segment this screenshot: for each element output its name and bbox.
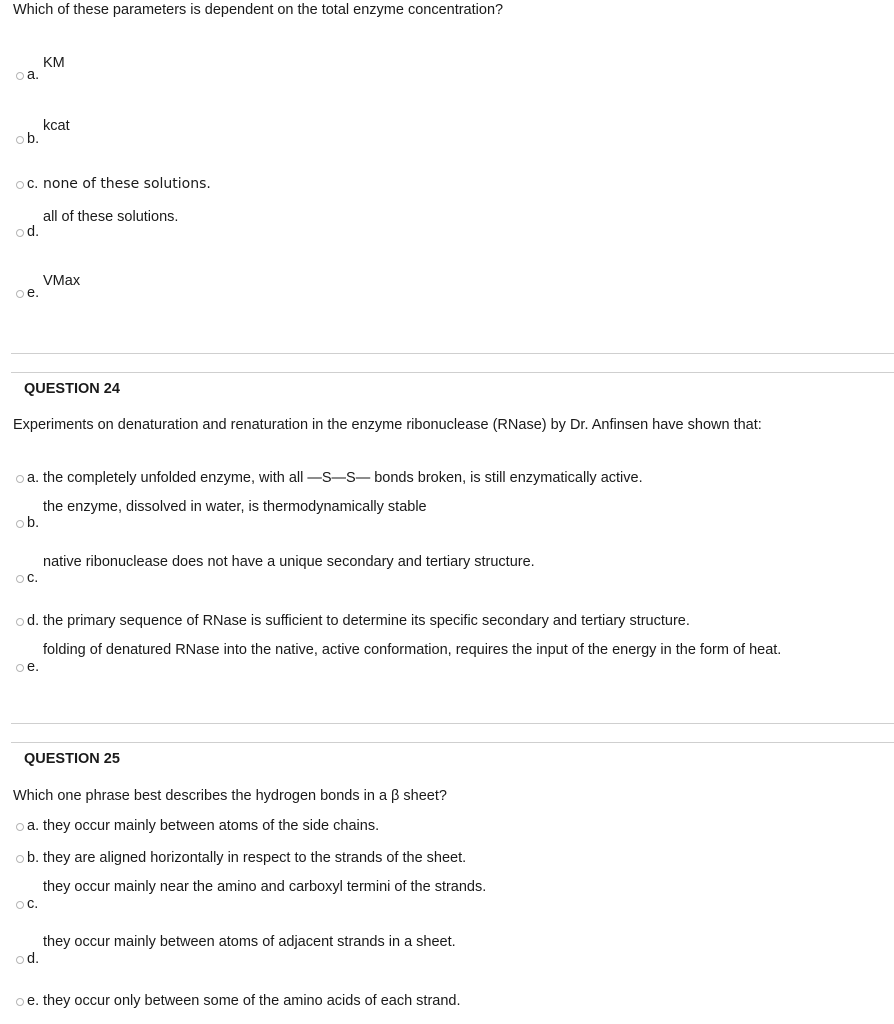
option-text: they are aligned horizontally in respect to the strands of the sheet. — [43, 850, 467, 866]
option-letter: a. — [27, 67, 40, 83]
radio-q24-d[interactable] — [16, 618, 24, 626]
radio-q25-e[interactable] — [16, 998, 24, 1006]
option-letter: b. — [27, 515, 40, 531]
option-text: they occur mainly near the amino and carboxyl termini of the strands. — [43, 879, 487, 895]
option-text: they occur mainly between atoms of the side chains. — [43, 818, 380, 834]
radio-q25-b[interactable] — [16, 855, 24, 863]
option-text: VMax — [43, 273, 81, 289]
option-letter: b. — [27, 131, 40, 147]
question-25-title: QUESTION 25 — [24, 751, 120, 767]
radio-q25-c[interactable] — [16, 901, 24, 909]
radio-q23-d[interactable] — [16, 229, 24, 237]
option-letter: e. — [27, 285, 40, 301]
option-text: native ribonuclease does not have a unique secondary and tertiary structure. — [43, 554, 535, 570]
divider — [11, 372, 894, 373]
radio-q24-a[interactable] — [16, 475, 24, 483]
question-24-title: QUESTION 24 — [24, 381, 120, 397]
radio-q25-a[interactable] — [16, 823, 24, 831]
option-letter: e. — [27, 659, 40, 675]
option-text: they occur mainly between atoms of adjacent strands in a sheet. — [43, 934, 456, 950]
option-letter: c. — [27, 896, 39, 912]
radio-q23-b[interactable] — [16, 136, 24, 144]
radio-q24-b[interactable] — [16, 520, 24, 528]
option-text: all of these solutions. — [43, 209, 179, 225]
radio-q25-d[interactable] — [16, 956, 24, 964]
radio-q24-e[interactable] — [16, 664, 24, 672]
option-text: none of these solutions. — [43, 176, 211, 192]
divider — [11, 723, 894, 724]
question-25-prompt: Which one phrase best describes the hydrogen bonds in a β sheet? — [13, 788, 447, 804]
option-text: the completely unfolded enzyme, with all —S—S— bonds broken, is still enzymatically active. — [43, 470, 643, 486]
divider — [11, 353, 894, 354]
option-letter: c. — [27, 570, 39, 586]
option-letter: d. — [27, 224, 40, 240]
option-letter: a. — [27, 818, 40, 834]
question-23-prompt: Which of these parameters is dependent on the total enzyme concentration? — [13, 2, 504, 18]
option-text: folding of denatured RNase into the native, active conformation, requires the input of the energy in the form of heat. — [43, 642, 782, 658]
divider — [11, 742, 894, 743]
radio-q24-c[interactable] — [16, 575, 24, 583]
option-letter: b. — [27, 850, 40, 866]
option-text: the enzyme, dissolved in water, is thermodynamically stable — [43, 499, 427, 515]
option-letter: c. — [27, 176, 39, 192]
question-24-prompt: Experiments on denaturation and renaturation in the enzyme ribonuclease (RNase) by Dr. Anfinsen have shown that: — [13, 417, 762, 433]
option-text: KM — [43, 55, 65, 71]
option-letter: d. — [27, 613, 40, 629]
radio-q23-c[interactable] — [16, 181, 24, 189]
option-text: they occur only between some of the amino acids of each strand. — [43, 993, 461, 1009]
radio-q23-e[interactable] — [16, 290, 24, 298]
radio-q23-a[interactable] — [16, 72, 24, 80]
option-text: kcat — [43, 118, 70, 134]
option-letter: d. — [27, 951, 40, 967]
option-letter: e. — [27, 993, 40, 1009]
option-letter: a. — [27, 470, 40, 486]
option-text: the primary sequence of RNase is sufficient to determine its specific secondary and tertiary structure. — [43, 613, 690, 629]
